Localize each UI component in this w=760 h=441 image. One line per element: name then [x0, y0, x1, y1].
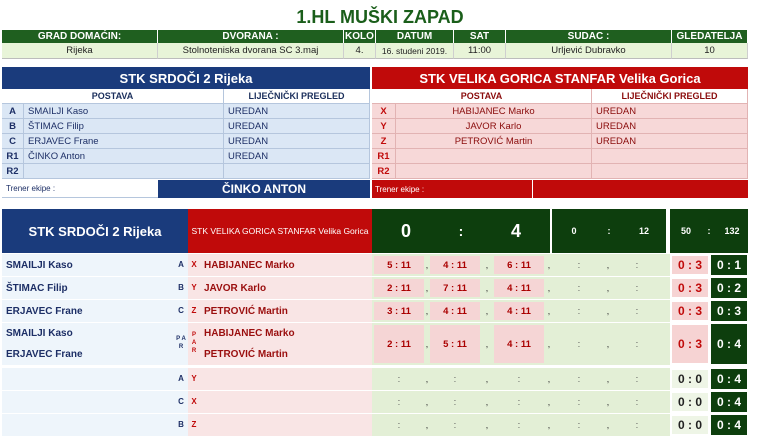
- set-score: :: [572, 338, 586, 350]
- away-player-code: Y: [372, 119, 396, 134]
- set-separator: ,: [485, 373, 489, 385]
- match-away-player: PETROVIĆ Martin: [200, 300, 372, 322]
- match-home-code: A: [174, 254, 188, 276]
- away-coach-label: Trener ekipe :: [372, 180, 532, 198]
- match-result: 0 : 0: [672, 416, 708, 434]
- set-separator: ,: [547, 259, 551, 271]
- away-player-name: HABIJANEC Marko: [396, 104, 592, 119]
- match-away-code: Z: [188, 300, 200, 322]
- info-header-date: DATUM: [376, 30, 454, 43]
- set-separator: ,: [425, 338, 429, 350]
- set-separator: ,: [547, 373, 551, 385]
- set-score: 5 : 11: [374, 256, 424, 274]
- set-score: 7 : 11: [430, 279, 480, 297]
- away-player-name: JAVOR Karlo: [396, 119, 592, 134]
- match-home-code: P A R: [174, 323, 188, 365]
- set-separator: ,: [425, 396, 429, 408]
- info-header-referee: SUDAC :: [506, 30, 672, 43]
- cumulative-score: 0 : 4: [710, 368, 748, 390]
- away-coach: [533, 180, 748, 198]
- info-round: 4.: [344, 43, 376, 59]
- set-score: :: [635, 419, 639, 431]
- info-time: 11:00: [454, 43, 506, 59]
- set-separator: ,: [425, 419, 429, 431]
- match-home-player: [2, 414, 174, 436]
- points-away: 132: [724, 226, 740, 236]
- home-pregled-label: LIJEČNIČKI PREGLED: [224, 89, 370, 104]
- set-score: :: [453, 396, 457, 408]
- info-header-round: KOLO: [344, 30, 376, 43]
- cumulative-score: 0 : 4: [710, 323, 748, 365]
- match-home-player: SMAILJI Kaso: [2, 323, 174, 344]
- match-result: 0 : 3: [672, 325, 708, 363]
- set-score: :: [572, 282, 586, 294]
- match-home-player-2: ERJAVEC Frane: [2, 344, 174, 365]
- set-separator: ,: [547, 396, 551, 408]
- away-team-header: STK VELIKA GORICA STANFAR Velika Gorica: [372, 67, 748, 89]
- home-player-status: UREDAN: [224, 104, 370, 119]
- cumulative-score: 0 : 3: [710, 300, 748, 322]
- set-separator: ,: [485, 305, 489, 317]
- info-header-venue: DVORANA :: [158, 30, 344, 43]
- match-away-code: P A R: [188, 323, 200, 365]
- set-score: :: [397, 396, 401, 408]
- info-spectators: 10: [672, 43, 748, 59]
- set-score: 2 : 11: [374, 279, 424, 297]
- match-away-player: HABIJANEC Marko: [200, 323, 372, 344]
- set-separator: ,: [425, 282, 429, 294]
- home-player-status: UREDAN: [224, 119, 370, 134]
- home-player-name: ERJAVEC Frane: [24, 134, 224, 149]
- set-score: :: [577, 419, 581, 431]
- info-referee: Urljević Dubravko: [506, 43, 672, 59]
- away-player-code: X: [372, 104, 396, 119]
- home-player-code: A: [2, 104, 24, 119]
- set-score: :: [517, 396, 521, 408]
- page-title: 1.HL MUŠKI ZAPAD: [296, 7, 464, 27]
- match-result: 0 : 0: [672, 393, 708, 411]
- sets-colon: :: [607, 226, 611, 236]
- set-score: 6 : 11: [494, 256, 544, 274]
- away-player-status: [592, 149, 748, 164]
- set-score: :: [517, 373, 521, 385]
- away-player-status: [592, 164, 748, 179]
- away-player-code: Z: [372, 134, 396, 149]
- points-total: [668, 209, 748, 253]
- sets-home: 0: [571, 226, 577, 236]
- set-score: 2 : 11: [374, 325, 424, 363]
- away-player-code: R1: [372, 149, 396, 164]
- match-away-player-2: PETROVIĆ Martin: [200, 344, 372, 365]
- points-home: 50: [680, 226, 691, 236]
- home-player-status: [224, 164, 370, 179]
- home-team-header: STK SRDOČI 2 Rijeka: [2, 67, 370, 89]
- match-home-player: ŠTIMAC Filip: [2, 277, 174, 299]
- set-separator: ,: [606, 338, 610, 350]
- match-result: 0 : 3: [672, 279, 708, 297]
- home-player-code: R2: [2, 164, 24, 179]
- set-score: :: [517, 419, 521, 431]
- match-result: 0 : 3: [672, 302, 708, 320]
- set-score: 4 : 11: [494, 325, 544, 363]
- info-header-spectators: GLEDATELJA: [672, 30, 748, 43]
- home-player-status: UREDAN: [224, 134, 370, 149]
- set-separator: ,: [606, 373, 610, 385]
- match-away-player: [200, 414, 372, 436]
- match-result: 0 : 0: [672, 370, 708, 388]
- home-player-code: B: [2, 119, 24, 134]
- set-score: :: [572, 259, 586, 271]
- match-home-player: [2, 368, 174, 390]
- match-home-player: SMAILJI Kaso: [2, 254, 174, 276]
- match-score-colon: :: [458, 223, 464, 239]
- points-colon: :: [707, 226, 711, 236]
- info-date: 16. studeni 2019.: [376, 43, 454, 59]
- set-score: :: [630, 338, 644, 350]
- home-coach: ČINKO ANTON: [158, 180, 370, 198]
- set-separator: ,: [547, 419, 551, 431]
- set-score: 4 : 11: [430, 256, 480, 274]
- match-home-code: C: [174, 391, 188, 413]
- set-separator: ,: [606, 419, 610, 431]
- set-separator: ,: [606, 259, 610, 271]
- match-away-player: [200, 368, 372, 390]
- away-player-status: UREDAN: [592, 134, 748, 149]
- cumulative-score: 0 : 1: [710, 254, 748, 276]
- set-separator: ,: [485, 396, 489, 408]
- set-score: :: [577, 373, 581, 385]
- match-home-player: [2, 391, 174, 413]
- set-score: :: [630, 305, 644, 317]
- away-player-status: UREDAN: [592, 119, 748, 134]
- set-score: :: [397, 419, 401, 431]
- set-separator: ,: [425, 305, 429, 317]
- away-pregled-label: LIJEČNIČKI PREGLED: [592, 89, 748, 104]
- set-score: :: [630, 259, 644, 271]
- match-away-code: Z: [188, 414, 200, 436]
- match-away-player: HABIJANEC Marko: [200, 254, 372, 276]
- match-home-code: B: [174, 414, 188, 436]
- info-venue: Stolnoteniska dvorana SC 3.maj: [158, 43, 344, 59]
- home-postava-label: POSTAVA: [2, 89, 224, 104]
- info-header-time: SAT: [454, 30, 506, 43]
- info-city: Rijeka: [2, 43, 158, 59]
- set-separator: ,: [547, 338, 551, 350]
- cumulative-score: 0 : 4: [710, 414, 748, 436]
- home-player-name: [24, 164, 224, 179]
- set-separator: ,: [485, 419, 489, 431]
- cumulative-score: 0 : 2: [710, 277, 748, 299]
- set-score: :: [577, 396, 581, 408]
- match-away-player: JAVOR Karlo: [200, 277, 372, 299]
- match-score-away: 4: [510, 220, 521, 241]
- set-score: 4 : 11: [494, 279, 544, 297]
- set-separator: ,: [425, 259, 429, 271]
- set-separator: ,: [425, 373, 429, 385]
- set-score: :: [635, 396, 639, 408]
- info-header-city: GRAD DOMAĆIN:: [2, 30, 158, 43]
- score-away-team: STK VELIKA GORICA STANFAR Velika Gorica: [188, 209, 372, 253]
- match-away-player: [200, 391, 372, 413]
- set-score: :: [453, 373, 457, 385]
- match-home-code: A: [174, 368, 188, 390]
- sets-away: 12: [638, 226, 649, 236]
- set-score: 4 : 11: [430, 302, 480, 320]
- set-separator: ,: [485, 282, 489, 294]
- set-separator: ,: [606, 305, 610, 317]
- set-separator: ,: [606, 282, 610, 294]
- set-score: :: [453, 419, 457, 431]
- match-info-values: [2, 43, 748, 59]
- home-player-code: C: [2, 134, 24, 149]
- score-home-team: STK SRDOČI 2 Rijeka: [2, 209, 188, 253]
- match-away-code: Y: [188, 277, 200, 299]
- cumulative-score: 0 : 4: [710, 391, 748, 413]
- match-away-code: Y: [188, 368, 200, 390]
- set-score: 4 : 11: [494, 302, 544, 320]
- set-score: :: [630, 282, 644, 294]
- home-player-name: SMAILJI Kaso: [24, 104, 224, 119]
- set-separator: ,: [547, 305, 551, 317]
- home-coach-label: Trener ekipe :: [2, 180, 158, 198]
- away-player-name: [396, 149, 592, 164]
- set-separator: ,: [485, 338, 489, 350]
- set-score: 5 : 11: [430, 325, 480, 363]
- match-info-header: [2, 30, 748, 43]
- away-postava-label: POSTAVA: [372, 89, 592, 104]
- set-score: :: [397, 373, 401, 385]
- match-away-code: X: [188, 391, 200, 413]
- set-separator: ,: [606, 396, 610, 408]
- set-score: 3 : 11: [374, 302, 424, 320]
- match-home-code: C: [174, 300, 188, 322]
- match-result: 0 : 3: [672, 256, 708, 274]
- set-separator: ,: [547, 282, 551, 294]
- away-player-name: PETROVIĆ Martin: [396, 134, 592, 149]
- sets-total: [550, 209, 666, 253]
- home-player-name: ČINKO Anton: [24, 149, 224, 164]
- set-score: :: [635, 373, 639, 385]
- set-score: :: [572, 305, 586, 317]
- match-away-code: X: [188, 254, 200, 276]
- away-player-name: [396, 164, 592, 179]
- match-home-code: B: [174, 277, 188, 299]
- match-score-home: 0: [400, 220, 411, 241]
- away-player-code: R2: [372, 164, 396, 179]
- match-home-player: ERJAVEC Frane: [2, 300, 174, 322]
- home-player-name: ŠTIMAC Filip: [24, 119, 224, 134]
- home-player-status: UREDAN: [224, 149, 370, 164]
- away-player-status: UREDAN: [592, 104, 748, 119]
- set-separator: ,: [485, 259, 489, 271]
- home-player-code: R1: [2, 149, 24, 164]
- match-score: [372, 209, 550, 253]
